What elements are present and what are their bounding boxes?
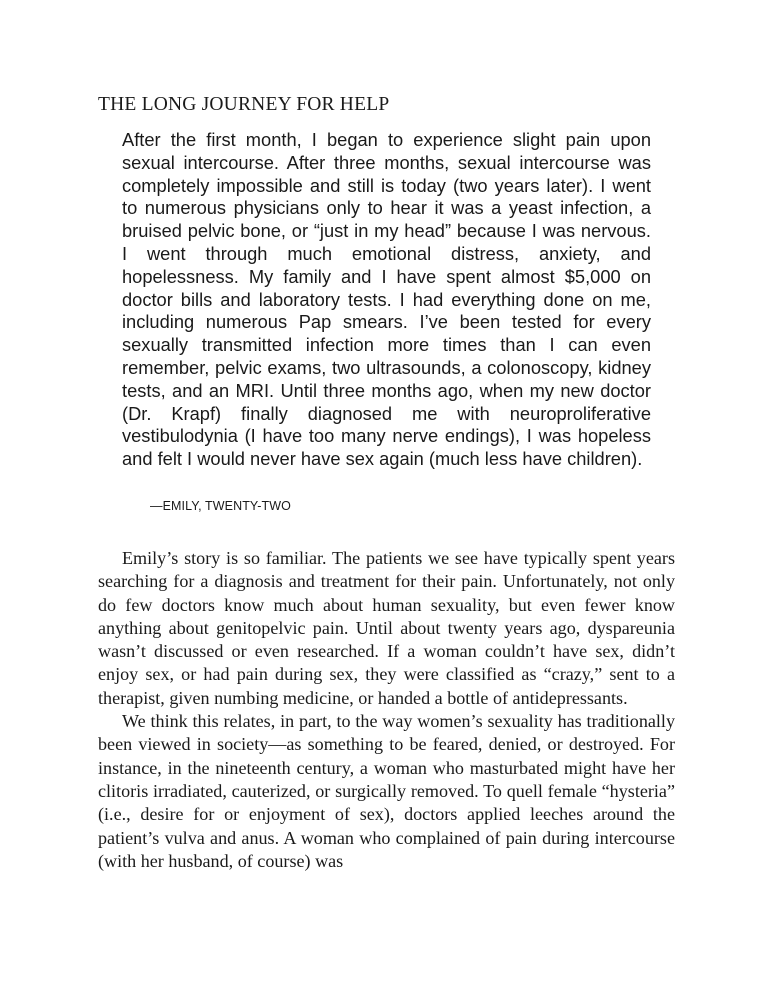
epigraph-quote <box>122 129 651 471</box>
epigraph-quote-text: After the first month, I began to experience slight pain upon sexual intercourse. After three months, sexual intercourse was completely impossible and still is today (two years later). I went to numerous physicians only to hear it was a yeast infection, a bruised pelvic bone, or “just in my head” because I was nervous. I went through much emotional distress, anxiety, and hopelessness. My family and I have spent almost $5,000 on doctor bills and laboratory tests. I had everything done on me, including numerous Pap smears. I’ve been tested for every sexually transmitted infection more times than I can even remember, pelvic exams, two ultrasounds, a colonoscopy, kidney tests, and an MRI. Until three months ago, when my new doctor (Dr. Krapf) finally diagnosed me with neuroproliferative vestibulodynia (I have too many nerve endings), I was hopeless and felt I would never have sex again (much less have children). <box>122 129 651 470</box>
section-heading: THE LONG JOURNEY FOR HELP <box>98 94 390 115</box>
body-paragraph: Emily’s story is so familiar. The patients we see have typically spent years searching for a diagnosis and treatment for their pain. Unfortunately, not only do few doctors know much about human sexuality, but even fewer know anything about genitopelvic pain. Until about twenty years ago, dyspareunia wasn’t discussed or even researched. If a woman couldn’t have sex, didn’t enjoy sex, or had pain during sex, they were classified as “crazy,” sent to a therapist, given numbing medicine, or handed a bottle of antidepressants. <box>98 548 675 708</box>
body-paragraph: We think this relates, in part, to the way women’s sexuality has traditionally been viewed in society—as something to be feared, denied, or destroyed. For instance, in the nineteenth century, a woman who masturbated might have her clitoris irradiated, cauterized, or surgically removed. To quell female “hysteria” (i.e., desire for or enjoyment of sex), doctors applied leeches around the patient’s vulva and anus. A woman who complained of pain during intercourse (with her husband, of course) was <box>98 711 675 871</box>
epigraph-attribution: —EMILY, TWENTY-TWO <box>150 499 291 513</box>
body-text <box>98 547 675 873</box>
